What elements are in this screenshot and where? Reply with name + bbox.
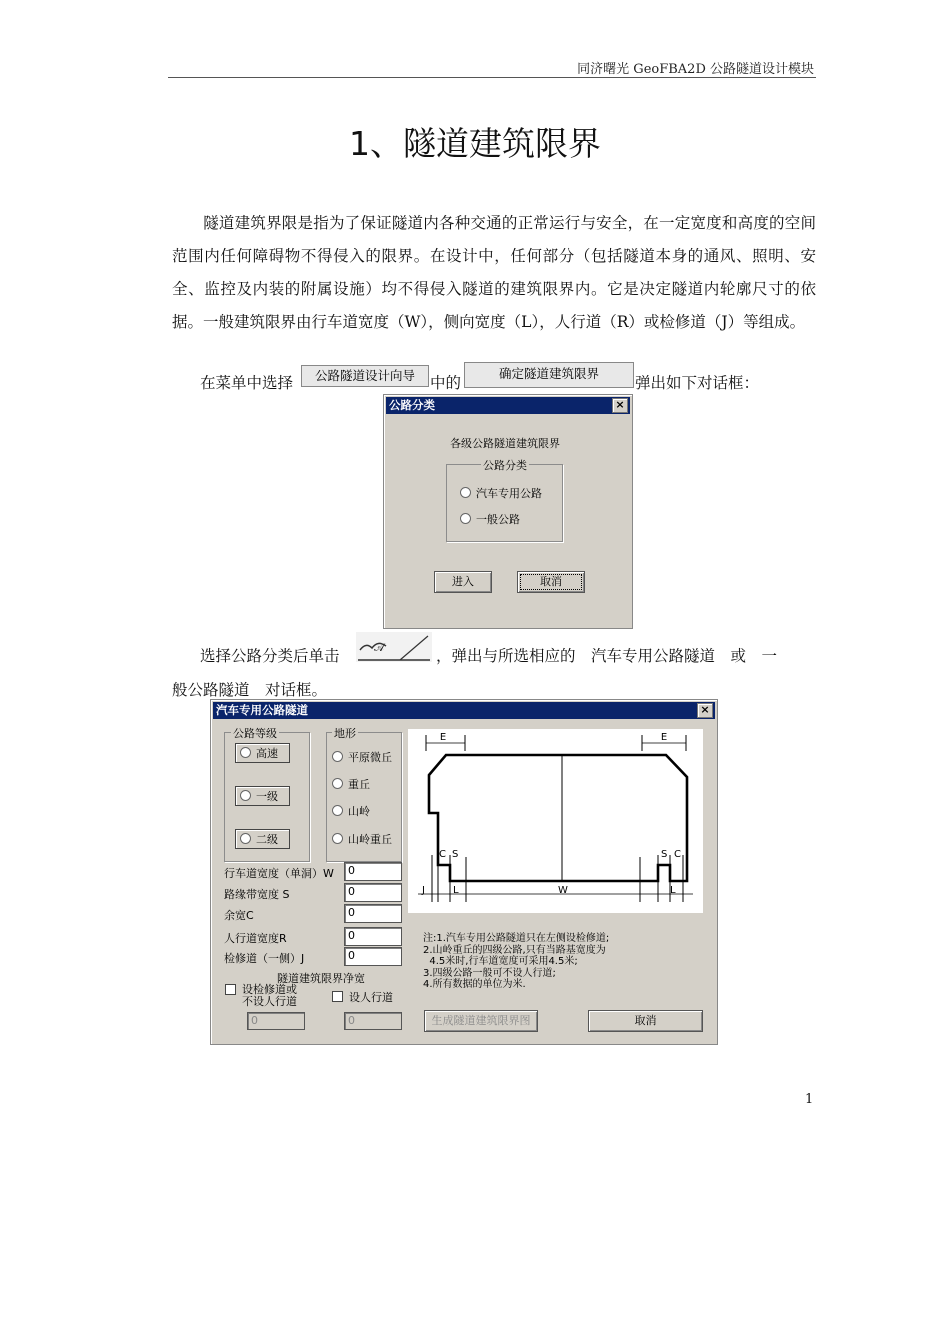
sidewalk-input[interactable]: 0: [344, 927, 402, 946]
header-divider: [168, 77, 816, 78]
close-icon[interactable]: ×: [697, 703, 713, 718]
grade-label: 一级: [256, 790, 278, 803]
cancel-button[interactable]: 取消: [588, 1010, 703, 1032]
dialog2-title: 汽车专用公路隧道: [216, 703, 308, 717]
instruction-suffix: ，弹出与所选相应的 汽车专用公路隧道 或 一: [436, 647, 778, 665]
radio-icon: [460, 487, 471, 498]
radio-icon: [240, 790, 251, 801]
page-number: 1: [805, 1092, 814, 1107]
radio-icon: [332, 778, 343, 789]
expressway-tunnel-dialog: [210, 699, 718, 1045]
radio-expressway-label: 汽车专用公路: [476, 487, 542, 500]
dialog1-title: 公路分类: [389, 398, 435, 412]
page-title: 1、隧道建筑限界: [349, 124, 601, 163]
dialog2-titlebar: [213, 702, 715, 719]
label-W: W: [558, 885, 568, 896]
edge-strip-input[interactable]: 0: [344, 883, 402, 902]
field-label-sidewalk: 人行道宽度R: [224, 932, 287, 945]
clearance-width-label: 隧道建筑限界净宽: [277, 972, 365, 985]
label-S-right: S: [661, 849, 668, 860]
field-label-lane-width: 行车道宽度（单洞）W: [224, 867, 334, 880]
radio-terrain-plain[interactable]: [332, 749, 392, 765]
notes-text: 注:1.汽车专用公路隧道只在左侧设检修道; 2.山岭重丘的四级公路,只有当路基宽度为 4.5米时,行车道宽度可采用4.5米; 3.四级公路一般可不设人行道; 4.所有数据的单位为米.: [423, 933, 610, 990]
radio-icon: [460, 513, 471, 524]
checkbox-icon: [332, 991, 343, 1002]
instruction-prefix: 选择公路分类后单击: [200, 647, 340, 665]
svg-text:𝒜: 𝒜: [374, 641, 385, 654]
radio-grade-second[interactable]: [235, 829, 290, 849]
terrain-label: 平原微丘: [348, 751, 392, 764]
radio-icon: [240, 747, 251, 758]
radio-icon: [240, 833, 251, 844]
label-C-right: C: [674, 849, 681, 860]
menu-line-suffix: 弹出如下对话框：: [635, 374, 760, 392]
label-L-left: L: [453, 885, 459, 896]
checkbox-sidewalk-label: 设人行道: [349, 991, 393, 1004]
checkbox-inspection[interactable]: [225, 984, 297, 1008]
clearance-diagram: [408, 729, 703, 913]
menu-item-image: 确定隧道建筑限界: [464, 362, 634, 388]
label-J: J: [422, 885, 425, 896]
field-label-edge-strip: 路缘带宽度 S: [224, 888, 290, 901]
enter-button[interactable]: 进入: [434, 571, 492, 593]
terrain-label: 重丘: [348, 778, 370, 791]
label-E-right: E: [660, 732, 668, 743]
radio-grade-expressway[interactable]: [235, 743, 290, 763]
label-L-right: L: [670, 885, 676, 896]
inspection-path-input[interactable]: 0: [344, 947, 402, 966]
road-type-group-label: 公路分类: [483, 459, 527, 472]
checkbox-sidewalk[interactable]: [332, 989, 393, 1005]
radio-icon: [332, 751, 343, 762]
field-label-clearance: 余宽C: [224, 909, 254, 922]
road-type-dialog: [383, 394, 633, 629]
close-icon[interactable]: ×: [612, 398, 628, 413]
radio-expressway[interactable]: [460, 485, 542, 501]
road-type-group: [446, 464, 563, 542]
radio-terrain-mountain[interactable]: [332, 803, 370, 819]
clearance-input[interactable]: 0: [344, 904, 402, 923]
radio-icon: [332, 805, 343, 816]
grade-label: 高速: [256, 747, 278, 760]
radio-terrain-hill[interactable]: [332, 776, 370, 792]
grade-label: 二级: [256, 833, 278, 846]
intro-text: 隧道建筑界限是指为了保证隧道内各种交通的正常运行与安全，在一定宽度和高度的空间范围内任何障碍物不得侵入的限界。在设计中，任何部分（包括隧道本身的通风、照明、安全、监控及内装的附属设施）均不得侵入隧道的建筑限界内。它是决定隧道内轮廓尺寸的依据。一般建筑限界由行车道宽度（W），侧向宽度（L），人行道（R）或检修道（J）等组成。: [172, 214, 816, 331]
instruction-line4: 般公路隧道 对话框。: [172, 681, 328, 699]
intro-paragraph: [172, 207, 816, 339]
grade-group-label: 公路等级: [233, 727, 277, 740]
checkbox-inspection-label: 设检修道或 不设人行道: [242, 983, 297, 1008]
clearance-output-2: 0: [344, 1012, 402, 1030]
checkbox-icon: [225, 984, 236, 995]
terrain-label: 山岭: [348, 805, 370, 818]
menu-line-middle: 中的: [430, 374, 462, 392]
clearance-output-1: 0: [247, 1012, 305, 1030]
radio-general-road[interactable]: [460, 511, 520, 527]
radio-grade-first[interactable]: [235, 786, 290, 806]
label-E-left: E: [439, 732, 447, 743]
dialog1-heading: 各级公路隧道建筑限界: [450, 437, 560, 450]
label-S-left: S: [452, 849, 459, 860]
terrain-label: 山岭重丘: [348, 833, 392, 846]
draw-tool-icon: [356, 632, 432, 662]
radio-terrain-mountain-hill[interactable]: [332, 831, 392, 847]
dialog1-titlebar: [386, 397, 630, 414]
cancel-button[interactable]: 取消: [517, 571, 585, 593]
menu-button-image: 公路隧道设计向导: [301, 365, 429, 387]
radio-general-road-label: 一般公路: [476, 513, 520, 526]
page-header: 同济曙光 GeoFBA2D 公路隧道设计模块: [577, 62, 814, 77]
label-C-left: C: [439, 849, 446, 860]
radio-icon: [332, 833, 343, 844]
menu-line-prefix: 在菜单中选择: [200, 374, 294, 392]
generate-diagram-button[interactable]: 生成隧道建筑限界图: [424, 1010, 538, 1032]
field-label-inspection-path: 检修道（一侧）J: [224, 952, 305, 965]
terrain-group-label: 地形: [334, 727, 356, 740]
lane-width-input[interactable]: 0: [344, 862, 402, 881]
